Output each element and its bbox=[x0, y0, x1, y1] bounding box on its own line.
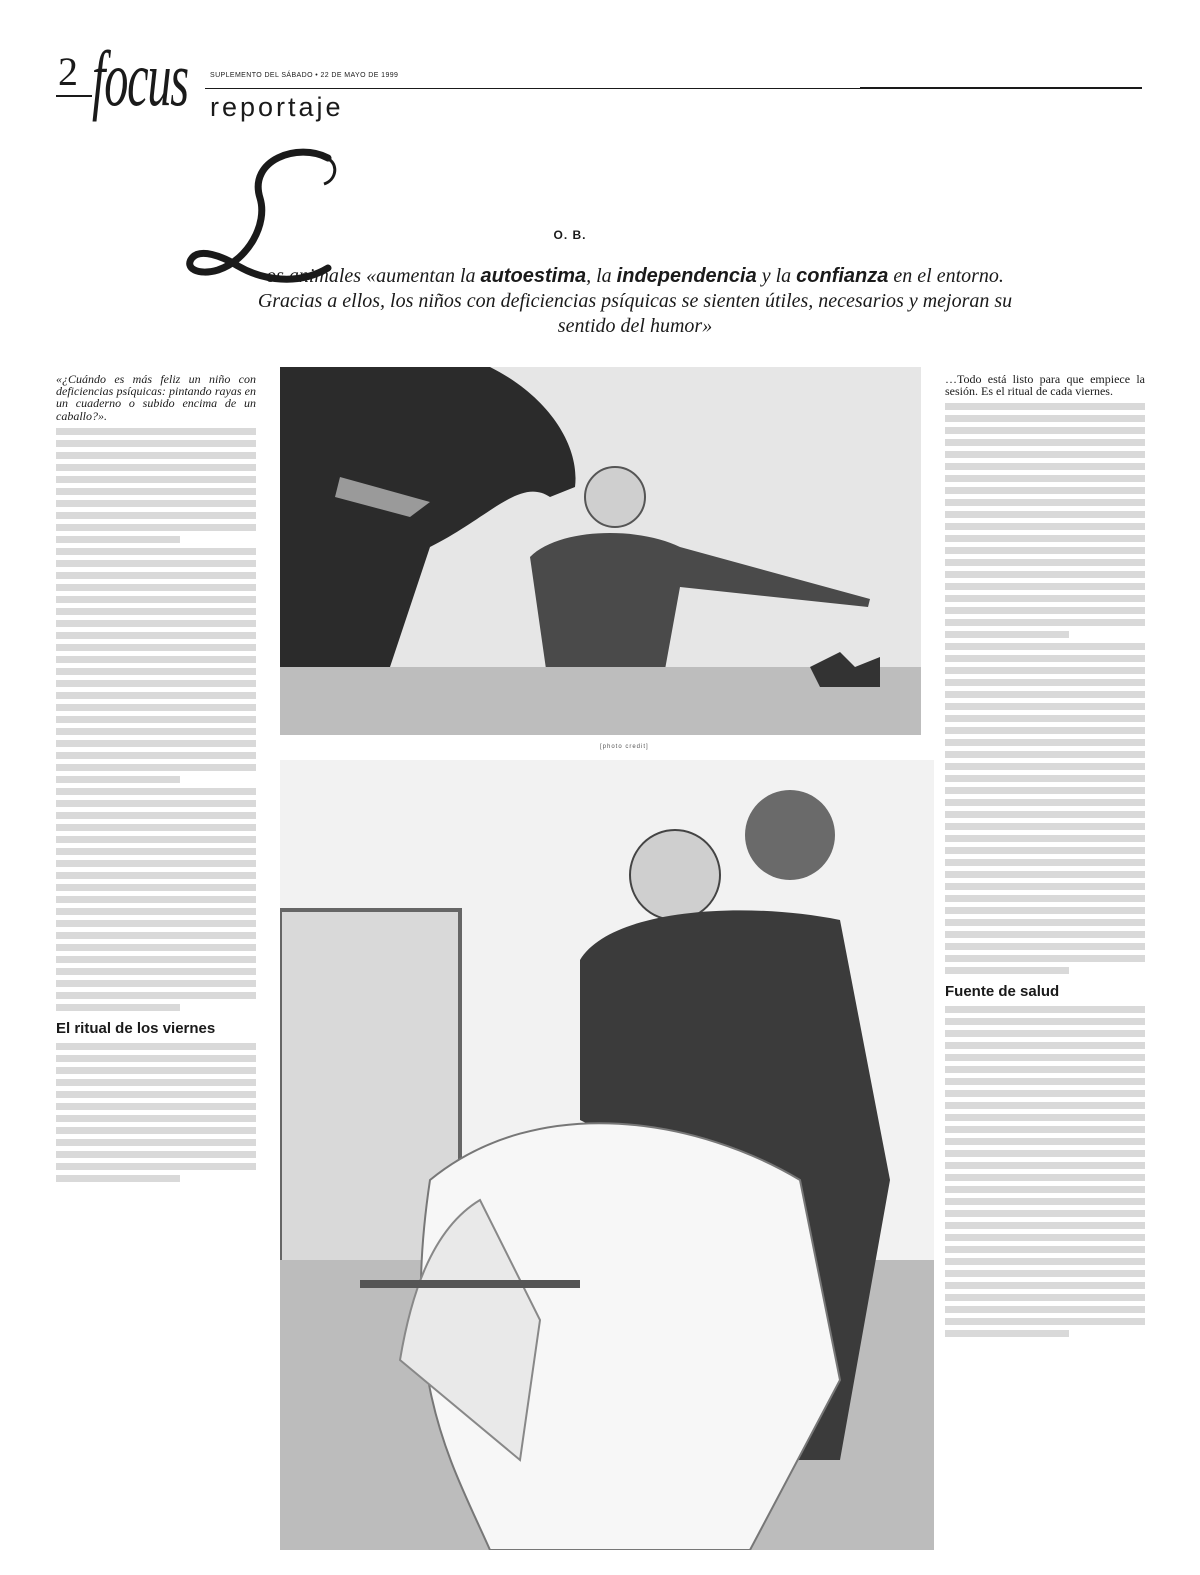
horse-and-child-photo bbox=[280, 367, 921, 735]
header-rule-accent bbox=[860, 87, 1142, 89]
lead-part-1: os animales «aumentan la bbox=[266, 265, 481, 287]
right-column-text-placeholder bbox=[945, 403, 1145, 974]
byline: O. B. bbox=[553, 228, 587, 242]
children-riding-horse-photo bbox=[280, 760, 934, 1550]
lead-keyword-2: independencia bbox=[616, 265, 757, 287]
lead-part-2: , la bbox=[586, 265, 617, 287]
lead-paragraph bbox=[250, 264, 1020, 339]
left-column bbox=[56, 373, 256, 1548]
page-number: 2 bbox=[58, 49, 78, 94]
photo-credit: [photo credit] bbox=[600, 744, 649, 750]
page-number-underline bbox=[56, 95, 92, 97]
right-column-excerpt: …Todo está listo para que empiece la sesión. Es el ritual de cada viernes. bbox=[945, 372, 1145, 399]
left-column-text-placeholder-2 bbox=[56, 1043, 256, 1182]
left-column-excerpt: «¿Cuándo es más feliz un niño con deficiencias psíquicas: pintando rayas en un cuaderno o subido encima de un caballo?». bbox=[56, 372, 256, 423]
brand-logo: focus bbox=[92, 35, 188, 122]
supplement-line: SUPLEMENTO DEL SÁBADO • 22 DE MAYO DE 1999 bbox=[210, 72, 399, 79]
subhead-ritual: El ritual de los viernes bbox=[56, 1019, 216, 1037]
lead-keyword-1: autoestima bbox=[480, 265, 587, 287]
lead-part-3: y la bbox=[756, 265, 797, 287]
lead-keyword-3: confianza bbox=[796, 265, 889, 287]
left-column-text-placeholder bbox=[56, 428, 256, 1011]
right-column-text-placeholder-2 bbox=[945, 1006, 1145, 1337]
lead-part-4: en el entorno. Gracias a ellos, los niños con deficiencias psíquicas se sienten útiles, necesarios y mejoran su sentido del humor» bbox=[257, 265, 1013, 337]
right-column bbox=[945, 373, 1145, 1548]
subhead-salud: Fuente de salud bbox=[945, 983, 1060, 1001]
section-label: reportaje bbox=[210, 92, 344, 122]
